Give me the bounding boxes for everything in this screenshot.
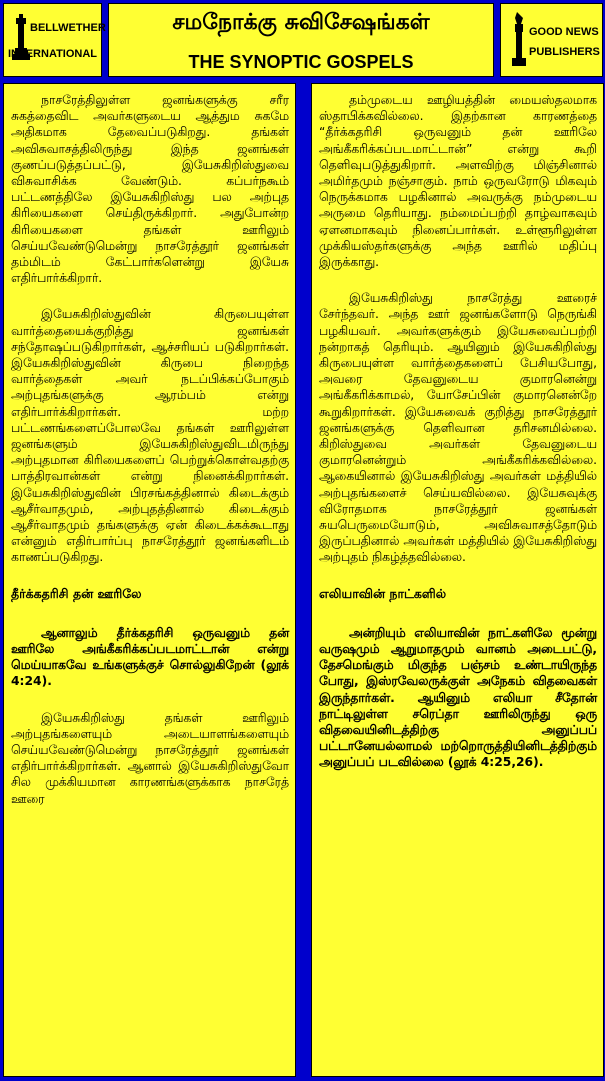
right-column — [311, 83, 604, 1077]
page-title-english: THE SYNOPTIC GOSPELS — [188, 52, 414, 72]
title-banner — [108, 3, 494, 77]
left-paragraph-4: இயேசுகிறிஸ்து தங்கள் ஊரிலும் அற்புதங்களையும் அடையாளங்களையும் செய்யவேண்டுமென்று நாசரேத்தூர் ஜனங்கள் எதிர்பார்க்கிறார்கள். ஆனால் இயேசுகிறிஸ்துவோ சில முக்கியமான காரணங்களுக்காக நாசரேத் ஊரை — [11, 710, 289, 806]
header — [0, 0, 605, 80]
page-title-tamil: சமநோக்கு சுவிசேஷங்கள் — [172, 10, 430, 35]
section-heading-elijah: எலியாவின் நாட்களில் — [319, 585, 447, 601]
scripture-quote-luke-4-24: ஆனாலும் தீர்க்கதரிசி ஒருவனும் தன் ஊரிலே அங்கீகரிக்கப்படமாட்டான் என்று மெய்யாகவே உங்களுக்குச் சொல்லுகிறேன் (லூக் 4:24). — [11, 625, 289, 689]
left-paragraph-2: இயேசுகிறிஸ்துவின் கிருபையுள்ள வார்த்தையைக்குறித்து ஜனங்கள் சந்தோஷப்படுகிறார்கள், ஆச்சரியப் படுகிறார்கள். இயேசுகிறிஸ்துவின் கிருபை நிறைந்த வார்த்தைகள் அவர் நடப்பிக்கப்போகும் அற்புதங்களுக்கு ஆரம்பம் என்று எதிர்பார்க்கிறார்கள். மற்ற பட்டணங்களைப்போலவே தங்கள் ஊரிலுள்ள ஜனங்களும் இயேசுகிறிஸ்துவிடமிருந்து அற்புதமான கிரியைகளைப் பெற்றுக்கொள்வதற்கு பாத்திரவான்கள் என்று நினைக்கிறார்கள். இயேசுகிறிஸ்துவின் பிரசங்கத்தினால் கிடைக்கும் ஆசீர்வாதமும், அற்புதத்தினால் கிடைக்கும் ஆசீர்வாதமும் தங்களுக்கு ஏன் கிடைக்கக்கூடாது என்னும் எதிர்பார்ப்பு நாசரேத்தூர் ஜனங்களிடம் காணப்படுகிறது. — [11, 307, 289, 565]
left-paragraph-1: நாசரேத்திலுள்ள ஜனங்களுக்கு சரீர சுகத்தைவிட அவர்களுடைய ஆத்தும சுகமே அதிகமாக தேவைப்படுகிறது. தங்கள் அவிசுவாசத்திலிருந்து இந்த ஜனங்கள் குணப்படுத்தப்பட்டு, இயேசுகிறிஸ்துவை விசுவாசிக்க வேண்டும். கப்பர்நகூம் பட்டணத்திலே இயேசுகிறிஸ்து பல அற்புத கிரியைகளை செய்திருக்கிறார். அதுபோன்ற கிரியைகளை தங்கள் ஊரிலும் செய்யவேண்டுமென்று நாசரேத்தூர் ஜனங்கள் தம்மிடம் கேட்பார்களென்று இயேசு எதிர்பார்க்கிறார். — [11, 93, 289, 286]
goodnews-line2: PUBLISHERS — [529, 46, 600, 58]
bellwether-line2: INTERNATIONAL — [8, 48, 98, 60]
right-paragraph-1: தம்முடைய ஊழியத்தின் மையஸ்தலமாக ஸ்தாபிக்கவில்லை. இதற்கான காரணத்தை “தீர்க்கதரிசி ஒருவனும் தன் ஊரிலே அங்கீகரிக்கப்படமாட்டான்” என்று கூறி தெளிவுபடுத்துகிறார். அளவிற்கு மிஞ்சினால் அமிர்தமும் நஞ்சாகும். நாம் ஒருவரோடு மிகவும் நெருக்கமாக பழகினால் அவருக்கு நம்முடைய அருமை தெரியாது. நம்மைப்பற்றி தாழ்வாகவும் ஏளனமாகவும் நினைப்பார்கள். உள்ளூரிலுள்ள முக்கியஸ்தர்களுக்கு அந்த ஊரில் மதிப்பு இருக்காது. — [319, 93, 597, 270]
bellwether-logo — [3, 3, 106, 77]
right-paragraph-2: இயேசுகிறிஸ்து நாசரேத்து ஊரைச் சேர்ந்தவர். அந்த ஊர் ஜனங்களோடு நெருங்கி பழகியவர். அவர்களுக்கும் இயேசுவைப்பற்றி நன்றாகத் தெரியும். ஆயினும் இயேசுகிறிஸ்து கிருபையுள்ள வார்த்தைகளைப் பேசியபோது, அவரை தேவனுடைய குமாரனென்று அங்கீகரிக்காமல், யோசேப்பின் குமாரனென்றே கூறுகிறார்கள். இயேசுவைக் குறித்து நாசரேத்தூர் ஜனங்களுக்கு தெளிவான தரிசனமில்லை. கிறிஸ்துவை அவர்கள் தேவனுடைய குமாரனென்றும் அங்கீகரிக்கவில்லை. ஆகையினால் இயேசுகிறிஸ்து அவர்கள் மத்தியில் அற்புதங்களைச் செய்யவில்லை. இயேசுவுக்கு விரோதமாக நாசரேத்தூர் ஜனங்கள் சுயபெருமையோடும், அவிசுவாசத்தோடும் இருப்பதினால் அவர்கள் மத்தியில் இயேசுகிறிஸ்து அற்புதம் நிகழ்த்தவில்லை. — [319, 291, 597, 565]
scripture-quote-luke-4-25: அன்றியும் எலியாவின் நாட்களிலே மூன்று வருஷமும் ஆறுமாதமும் வானம் அடைபட்டு, தேசமெங்கும் மிகுந்த பஞ்சம் உண்டாயிருந்த போது, இஸ்ரவேலருக்குள் அநேகம் விதவைகள் இருந்தார்கள். ஆயினும் எலியா சீதோன் நாட்டிலுள்ள சரெப்தா ஊரிலிருந்து ஒரு விதவையினிடத்திற்கு அனுப்பப் பட்டானேயல்லாமல் மற்றொருத்தியினிடத்திற்கும் அனுப்பப் படவில்லை (லூக் 4:25,26). — [319, 625, 597, 770]
goodnews-line1: GOOD NEWS — [529, 26, 599, 38]
torch-icon — [509, 12, 529, 68]
left-column — [3, 83, 296, 1077]
goodnews-logo — [500, 3, 603, 77]
section-heading-prophet: தீர்க்கதரிசி தன் ஊரிலே — [11, 585, 142, 601]
bellwether-line1: BELLWETHER — [30, 22, 106, 34]
